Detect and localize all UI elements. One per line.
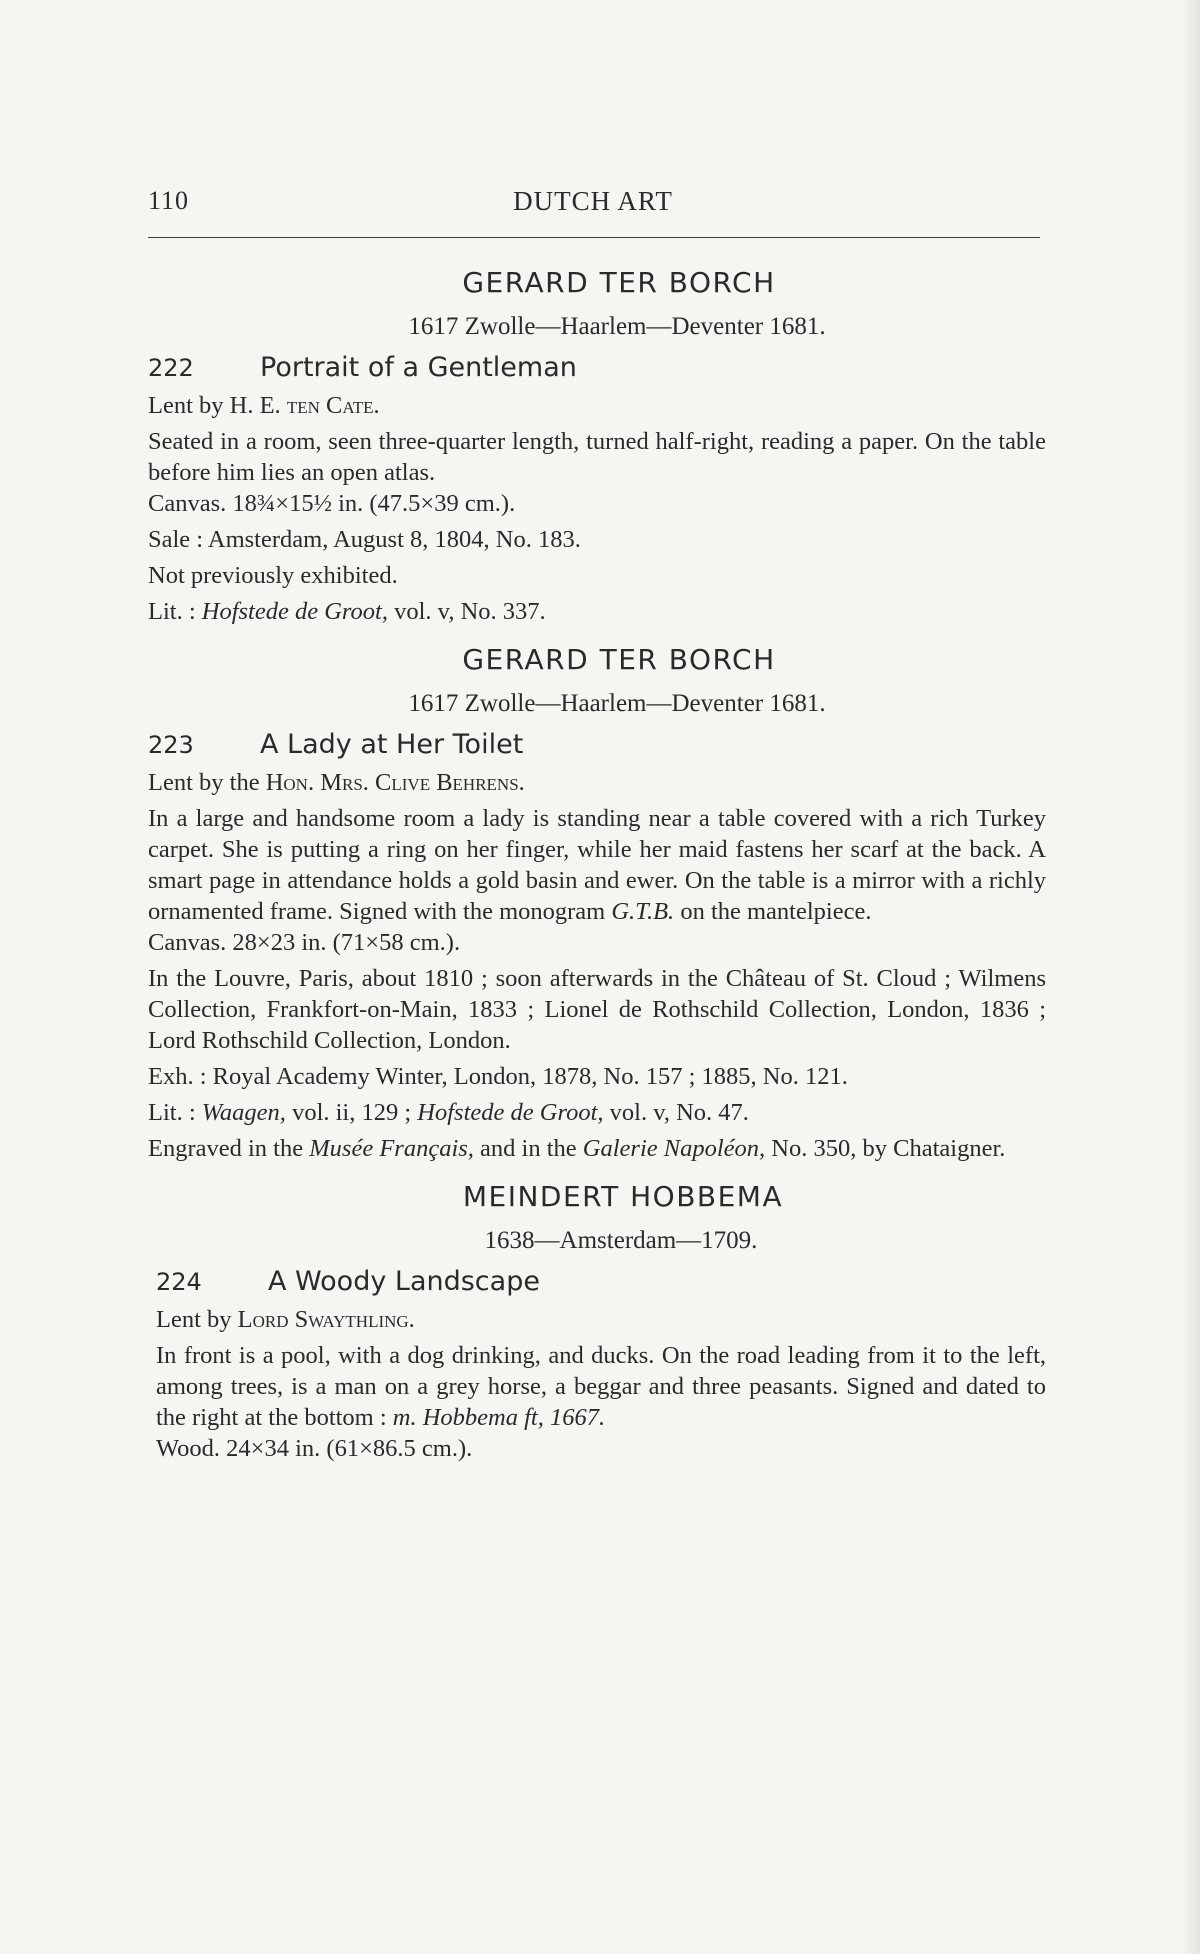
header-rule [148, 237, 1040, 238]
monogram: G.T.B. [611, 898, 675, 925]
artist-dates: 1638—Amsterdam—1709. [484, 1227, 758, 1254]
signature: m. Hobbema ft, 1667. [392, 1404, 606, 1431]
catalogue-number: 223 [148, 731, 194, 759]
catalogue-entry-223 [148, 635, 1046, 1164]
painting-title: A Woody Landscape [268, 1266, 540, 1297]
medium-dimensions: Canvas. 28×23 in. (71×58 cm.). [148, 929, 461, 956]
literature: Lit. : Waagen, vol. ii, 129 ; Hofstede de Groot, vol. v, No. 47. [148, 1099, 749, 1126]
painting-title: Portrait of a Gentleman [260, 352, 577, 383]
catalogue-entry-222 [148, 258, 1046, 627]
artist-dates: 1617 Zwolle—Haarlem—Deventer 1681. [408, 313, 826, 340]
catalogue-number: 224 [156, 1268, 202, 1296]
exhibitions: Exh. : Royal Academy Winter, London, 1878, No. 157 ; 1885, No. 121. [148, 1063, 848, 1090]
medium-dimensions: Wood. 24×34 in. (61×86.5 cm.). [156, 1435, 473, 1462]
exhibition-note: Not previously exhibited. [148, 562, 398, 589]
description: In front is a pool, with a dog drinking, and ducks. On the road leading from it to the left, among trees, is a man on a grey horse, a beggar and three peasants. Signed and dated to the right at the bottom : m. Hobbema ft, 1667. [156, 1342, 1046, 1431]
medium-dimensions: Canvas. 18¾×15½ in. (47.5×39 cm.). [148, 490, 516, 517]
page-edge-shadow [1182, 0, 1200, 1954]
lender-line: Lent by the Hon. Mrs. Clive Behrens. [148, 769, 525, 796]
page-number: 110 [148, 186, 190, 215]
catalogue-number: 222 [148, 354, 194, 382]
engraving-note: Engraved in the Musée Français, and in the Galerie Napoléon, No. 350, by Chataigner. [148, 1135, 1006, 1162]
artist-heading: GERARD TER BORCH [462, 266, 776, 299]
lender-name: Hon. Mrs. Clive Behrens. [265, 769, 525, 796]
catalogue-entry-224 [148, 1172, 1046, 1464]
lender-name: ten Cate. [286, 392, 380, 419]
lender-line: Lent by Lord Swaythling. [156, 1306, 415, 1333]
artist-dates: 1617 Zwolle—Haarlem—Deventer 1681. [408, 690, 826, 717]
entry-title-row [156, 1262, 1046, 1302]
painting-title: A Lady at Her Toilet [260, 729, 524, 760]
lender-line: Lent by H. E. ten Cate. [148, 392, 380, 419]
entry-title-row [148, 725, 1046, 765]
running-title: DUTCH ART [513, 186, 673, 216]
catalogue-content [148, 258, 1046, 1469]
artist-heading: MEINDERT HOBBEMA [462, 1180, 784, 1213]
artist-heading: GERARD TER BORCH [462, 643, 776, 676]
provenance: In the Louvre, Paris, about 1810 ; soon afterwards in the Château of St. Cloud ; Wilmens Collection, Frankfort-on-Main, 1833 ; Lionel de Rothschild Collection, London, 1836 ; Lord Rothschild Collection, London. [148, 965, 1046, 1054]
page-header [148, 186, 1038, 226]
literature: Lit. : Hofstede de Groot, vol. v, No. 337. [148, 598, 546, 625]
description: Seated in a room, seen three-quarter length, turned half-right, reading a paper. On the table before him lies an open atlas. [148, 428, 1046, 486]
sale-record: Sale : Amsterdam, August 8, 1804, No. 183. [148, 526, 581, 553]
lender-name: Lord Swaythling. [237, 1306, 415, 1333]
description: In a large and handsome room a lady is standing near a table covered with a rich Turkey carpet. She is putting a ring on her finger, while her maid fastens her scarf at the back. A smart page in attendance holds a gold basin and ewer. On the table is a mirror with a richly ornamented frame. Signed with the monogram G.T.B. on the mantelpiece. [148, 805, 1046, 925]
entry-title-row [148, 348, 1046, 388]
